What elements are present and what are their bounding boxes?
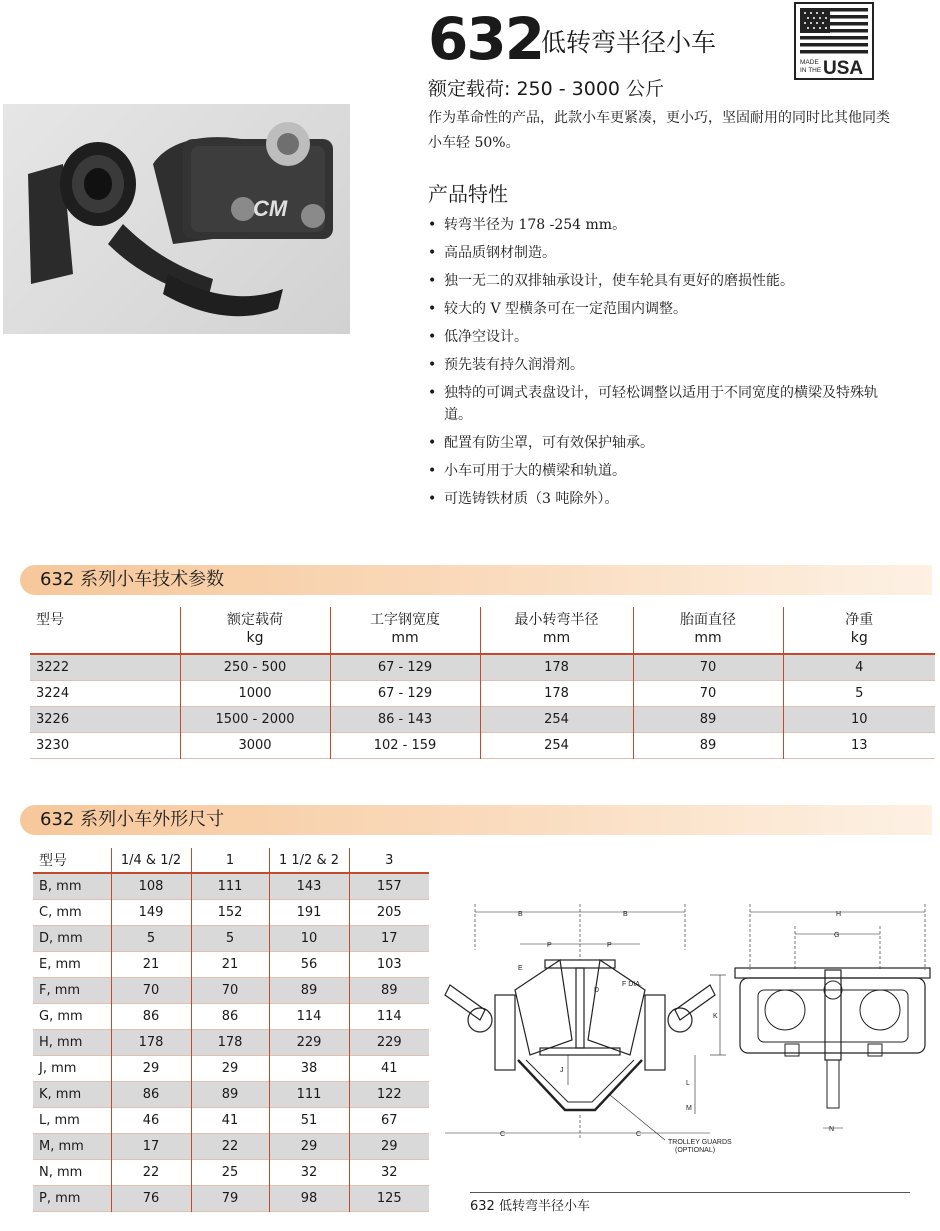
table-cell: 32 bbox=[349, 1160, 429, 1186]
table-cell: 108 bbox=[111, 873, 191, 900]
table-cell: 3000 bbox=[180, 733, 330, 759]
table-cell: 86 - 143 bbox=[330, 707, 480, 733]
made-in-usa-badge bbox=[794, 2, 874, 80]
table-cell: 89 bbox=[633, 733, 783, 759]
label-p2: P bbox=[607, 942, 612, 949]
label-guards-2: (OPTIONAL) bbox=[675, 1147, 716, 1154]
drawing-caption: 632 低转弯半径小车 bbox=[470, 1199, 590, 1214]
table-cell: 103 bbox=[349, 952, 429, 978]
label-guards-1: TROLLEY GUARDS bbox=[668, 1139, 732, 1146]
table-row bbox=[33, 1134, 429, 1160]
table-cell: 102 - 159 bbox=[330, 733, 480, 759]
label-n: N bbox=[829, 1126, 835, 1133]
table-cell: 67 - 129 bbox=[330, 654, 480, 681]
spec-table bbox=[30, 607, 935, 759]
table-row bbox=[33, 1082, 429, 1108]
table-cell: 3226 bbox=[30, 707, 180, 733]
spec-header-load: 额定载荷 kg bbox=[180, 607, 330, 654]
table-row bbox=[33, 1160, 429, 1186]
table-row bbox=[30, 654, 935, 681]
table-row bbox=[33, 978, 429, 1004]
table-cell: 29 bbox=[111, 1056, 191, 1082]
label-f: F DIA. bbox=[622, 981, 642, 988]
badge-inthe-text: IN THE bbox=[800, 67, 822, 74]
table-cell: 149 bbox=[111, 900, 191, 926]
table-row bbox=[33, 952, 429, 978]
table-cell: 76 bbox=[111, 1186, 191, 1212]
table-cell: E, mm bbox=[39, 957, 81, 972]
table-cell: 3224 bbox=[36, 686, 70, 701]
label-e: E bbox=[518, 965, 523, 972]
table-cell: 10 bbox=[783, 707, 935, 733]
label-d: D bbox=[594, 987, 600, 994]
table-cell: 89 bbox=[269, 978, 349, 1004]
table-cell: 122 bbox=[349, 1082, 429, 1108]
table-cell: 143 bbox=[269, 873, 349, 900]
table-cell: 229 bbox=[349, 1030, 429, 1056]
spec-header-tread: 胎面直径 mm bbox=[633, 607, 783, 654]
label-k: K bbox=[713, 1013, 718, 1020]
label-c2: C bbox=[636, 1131, 642, 1138]
label-b1: B bbox=[518, 911, 523, 918]
feature-item: • 可选铸铁材质（3 吨除外）。 bbox=[426, 488, 896, 510]
table-cell: 21 bbox=[191, 952, 269, 978]
badge-usa-text: USA bbox=[823, 58, 864, 78]
table-cell: 86 bbox=[111, 1004, 191, 1030]
rated-load: 额定载荷: 250 - 3000 公斤 bbox=[428, 78, 665, 100]
dim-header-size-4: 3 bbox=[349, 848, 429, 873]
caption-divider bbox=[470, 1192, 910, 1193]
table-cell: 32 bbox=[269, 1160, 349, 1186]
table-cell: 254 bbox=[480, 733, 633, 759]
table-cell: 178 bbox=[111, 1030, 191, 1056]
dim-section-header bbox=[20, 805, 932, 835]
table-cell: 205 bbox=[349, 900, 429, 926]
table-cell: 111 bbox=[269, 1082, 349, 1108]
table-cell: 38 bbox=[269, 1056, 349, 1082]
table-cell: 25 bbox=[191, 1160, 269, 1186]
table-cell: 56 bbox=[269, 952, 349, 978]
table-cell: 46 bbox=[111, 1108, 191, 1134]
table-cell: 70 bbox=[633, 681, 783, 707]
table-cell: 86 bbox=[191, 1004, 269, 1030]
feature-item: • 预先装有持久润滑剂。 bbox=[426, 354, 896, 376]
table-cell: 29 bbox=[269, 1134, 349, 1160]
label-c1: C bbox=[500, 1131, 506, 1138]
table-cell: 1000 bbox=[180, 681, 330, 707]
dim-header-model: 型号 bbox=[39, 853, 67, 869]
product-photo bbox=[3, 104, 350, 334]
features-title: 产品特性 bbox=[428, 182, 508, 206]
dim-header-size-3: 1 1/2 & 2 bbox=[269, 848, 349, 873]
badge-made-text: MADE bbox=[800, 59, 819, 66]
table-cell: 250 - 500 bbox=[180, 654, 330, 681]
table-row bbox=[33, 873, 429, 900]
spec-header-model: 型号 bbox=[36, 612, 64, 628]
feature-item: • 较大的 V 型横条可在一定范围内调整。 bbox=[426, 298, 896, 320]
table-cell: 229 bbox=[269, 1030, 349, 1056]
table-cell: 3230 bbox=[36, 738, 70, 753]
table-cell: 5 bbox=[191, 926, 269, 952]
front-view bbox=[445, 904, 732, 1154]
table-cell: G, mm bbox=[39, 1009, 83, 1024]
table-cell: 70 bbox=[111, 978, 191, 1004]
label-j: J bbox=[560, 1067, 564, 1074]
label-g: G bbox=[834, 932, 840, 939]
model-number: 632 bbox=[428, 5, 544, 73]
dim-section-title: 632 系列小车外形尺寸 bbox=[40, 809, 225, 830]
spec-header-radius: 最小转弯半径 mm bbox=[480, 607, 633, 654]
table-cell: 125 bbox=[349, 1186, 429, 1212]
table-cell: 17 bbox=[111, 1134, 191, 1160]
label-l: L bbox=[686, 1080, 690, 1087]
technical-drawing bbox=[440, 890, 935, 1175]
table-row bbox=[33, 926, 429, 952]
table-cell: 1500 - 2000 bbox=[180, 707, 330, 733]
table-row bbox=[33, 1056, 429, 1082]
table-cell: 178 bbox=[480, 654, 633, 681]
side-view bbox=[735, 904, 930, 1133]
table-cell: 89 bbox=[191, 1082, 269, 1108]
table-cell: 111 bbox=[191, 873, 269, 900]
table-cell: L, mm bbox=[39, 1113, 80, 1128]
table-cell: 4 bbox=[783, 654, 935, 681]
label-p1: P bbox=[547, 942, 552, 949]
spec-table-header-row bbox=[30, 607, 935, 654]
table-row bbox=[33, 900, 429, 926]
table-cell: 22 bbox=[191, 1134, 269, 1160]
table-cell: 10 bbox=[269, 926, 349, 952]
table-row bbox=[30, 733, 935, 759]
table-cell: K, mm bbox=[33, 1082, 111, 1108]
table-row bbox=[30, 681, 935, 707]
feature-item: • 转弯半径为 178 -254 mm。 bbox=[426, 214, 896, 236]
table-cell: 29 bbox=[191, 1056, 269, 1082]
table-cell: 79 bbox=[191, 1186, 269, 1212]
table-cell: 41 bbox=[191, 1108, 269, 1134]
table-cell: 70 bbox=[633, 654, 783, 681]
label-h: H bbox=[836, 911, 842, 918]
table-row bbox=[33, 1186, 429, 1212]
table-cell: 29 bbox=[349, 1134, 429, 1160]
table-cell: J, mm bbox=[39, 1061, 77, 1076]
table-cell: 98 bbox=[269, 1186, 349, 1212]
table-cell: 41 bbox=[349, 1056, 429, 1082]
table-cell: 13 bbox=[783, 733, 935, 759]
product-title: 低转弯半径小车 bbox=[541, 28, 717, 57]
table-cell: 70 bbox=[191, 978, 269, 1004]
feature-item: • 独一无二的双排轴承设计，使车轮具有更好的磨损性能。 bbox=[426, 270, 896, 292]
table-cell: 67 bbox=[349, 1108, 429, 1134]
table-cell: 51 bbox=[269, 1108, 349, 1134]
table-cell: 5 bbox=[783, 681, 935, 707]
table-cell: H, mm bbox=[33, 1030, 111, 1056]
table-cell: 5 bbox=[111, 926, 191, 952]
trolley-illustration bbox=[3, 104, 350, 334]
table-cell: F, mm bbox=[33, 978, 111, 1004]
table-cell: D, mm bbox=[33, 926, 111, 952]
table-cell: 67 - 129 bbox=[330, 681, 480, 707]
dim-header-size-2: 1 bbox=[191, 848, 269, 873]
table-cell: 89 bbox=[349, 978, 429, 1004]
table-cell: C, mm bbox=[39, 905, 82, 920]
table-row bbox=[33, 1108, 429, 1134]
table-cell: 254 bbox=[480, 707, 633, 733]
spec-section-title: 632 系列小车技术参数 bbox=[40, 569, 225, 590]
usa-flag-icon bbox=[796, 4, 872, 78]
table-row bbox=[30, 707, 935, 733]
dim-header-size-1: 1/4 & 1/2 bbox=[111, 848, 191, 873]
dim-table-header-row bbox=[33, 848, 429, 873]
table-cell: 152 bbox=[191, 900, 269, 926]
table-cell: P, mm bbox=[33, 1186, 111, 1212]
feature-item: • 配置有防尘罩，可有效保护轴承。 bbox=[426, 432, 896, 454]
spec-header-beam-width: 工字钢宽度 mm bbox=[330, 607, 480, 654]
dimension-table bbox=[33, 848, 429, 1212]
table-cell: 22 bbox=[111, 1160, 191, 1186]
table-cell: 21 bbox=[111, 952, 191, 978]
table-row bbox=[33, 1030, 429, 1056]
feature-item: • 独特的可调式表盘设计，可轻松调整以适用于不同宽度的横梁及特殊轨道。 bbox=[426, 382, 896, 426]
spec-section-header bbox=[20, 565, 932, 595]
table-cell: 17 bbox=[349, 926, 429, 952]
label-b2: B bbox=[623, 911, 628, 918]
spec-header-weight: 净重 kg bbox=[783, 607, 935, 654]
table-cell: 114 bbox=[349, 1004, 429, 1030]
table-cell: 114 bbox=[269, 1004, 349, 1030]
feature-item: • 小车可用于大的横梁和轨道。 bbox=[426, 460, 896, 482]
table-cell: 89 bbox=[633, 707, 783, 733]
intro-text: 作为革命性的产品，此款小车更紧凑，更小巧，坚固耐用的同时比其他同类小车轻 50%。 bbox=[428, 110, 890, 151]
features-list bbox=[426, 214, 896, 516]
feature-item: • 高品质钢材制造。 bbox=[426, 242, 896, 264]
table-cell: 3222 bbox=[30, 654, 180, 681]
feature-item: • 低净空设计。 bbox=[426, 326, 896, 348]
table-row bbox=[33, 1004, 429, 1030]
table-cell: N, mm bbox=[39, 1165, 83, 1180]
table-cell: 178 bbox=[480, 681, 633, 707]
table-cell: 191 bbox=[269, 900, 349, 926]
label-m: M bbox=[686, 1105, 692, 1112]
table-cell: B, mm bbox=[33, 873, 111, 900]
table-cell: 157 bbox=[349, 873, 429, 900]
table-cell: 178 bbox=[191, 1030, 269, 1056]
table-cell: 86 bbox=[111, 1082, 191, 1108]
cm-logo: CM bbox=[253, 196, 288, 221]
table-cell: M, mm bbox=[33, 1134, 111, 1160]
